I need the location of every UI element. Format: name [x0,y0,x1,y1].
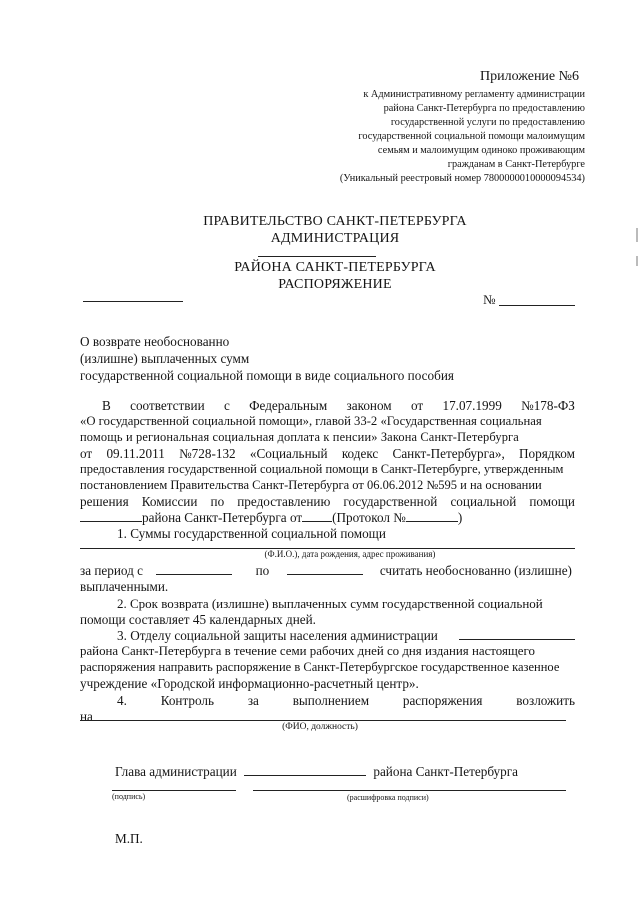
word: помощи [529,494,575,509]
header-administration: АДМИНИСТРАЦИЯ [270,231,400,246]
recipient-hint: (Ф.И.О.), дата рождения, адрес проживания) [264,549,436,559]
word: с [223,398,230,413]
word: В [102,398,111,413]
annex-line: государственной социальной помощи малоимущим [358,131,585,142]
word: Контроль [160,693,215,708]
word: Федеральным [249,398,328,413]
preamble-line-2: «О государственной социальной помощи», главой 33-2 «Государственная социальная [80,414,542,428]
word: государственной [343,494,438,509]
annex-registry-number: (Уникальный реестровый номер 7800000010000094534) [339,173,585,184]
header-order: РАСПОРЯЖЕНИЕ [278,277,392,292]
item-1: 1. Суммы государственной социальной помощи [117,526,386,541]
word: 09.11.2011 [106,446,165,461]
word: №178-ФЗ [521,398,575,413]
period-from-label: за период с [80,563,143,578]
signature-decode-hint: (расшифровка подписи) [347,793,429,802]
word: решения [80,494,129,509]
number-field[interactable] [499,305,575,306]
word: Санкт-Петербурга», [392,446,505,461]
preamble-line-4 [80,446,575,462]
period-from-field[interactable] [156,573,232,575]
word: «Социальный [249,446,328,461]
annex-line: района Санкт-Петербурга по предоставлению [383,103,585,114]
period-line-2: выплаченными. [80,579,169,594]
subject-line: О возврате необоснованно [80,334,230,349]
stamp-place: М.П. [115,831,143,846]
district-blank-line [258,256,376,257]
preamble-line-3: помощь и региональная социальная доплата к пенсии» Закона Санкт-Петербурга [80,430,519,444]
period-to-field[interactable] [287,573,363,575]
word: от [410,398,424,413]
responsible-hint: (ФИО, должность) [282,722,358,732]
protocol-close: ) [457,510,463,525]
word: распоряжения [402,693,483,708]
annex-line: гражданам в Санкт-Петербурге [447,159,585,170]
word: законом [346,398,392,413]
protocol-number-field[interactable] [406,520,458,522]
subject-line: государственной социальной помощи в виде социального пособия [80,368,454,383]
annex-title: Приложение №6 [480,69,579,84]
preamble-line-1 [102,398,575,414]
district-name-field[interactable] [80,520,142,522]
item-3-cont: учреждение «Городской информационно-расчетный центр». [80,676,419,691]
date-field[interactable] [83,301,183,302]
protocol-label: (Протокол № [332,510,406,525]
decision-date-field[interactable] [302,520,332,522]
word: возложить [516,693,575,708]
word: по [210,494,225,509]
signature-hint: (подпись) [112,792,146,801]
period-line [80,563,572,579]
item-4-na: на [80,709,93,724]
annex-line: к Административному регламенту администрации [363,89,585,100]
signature-line [115,764,518,780]
header-district: РАЙОНА САНКТ-ПЕТЕРБУРГА [234,260,436,275]
word: от [80,446,93,461]
header-government: ПРАВИТЕЛЬСТВО САНКТ-ПЕТЕРБУРГА [203,214,467,229]
item-2: 2. Срок возврата (излишне) выплаченных сумм государственной социальной [117,596,543,611]
period-result-label: считать необоснованно (излишне) [379,563,572,578]
word: 17.07.1999 [442,398,502,413]
preamble-line-8 [80,510,462,526]
item-2-cont: помощи составляет 45 календарных дней. [80,612,316,627]
signature-name-field[interactable] [244,774,366,776]
number-label: № [483,292,496,307]
district-label: района Санкт-Петербурга [373,764,518,779]
head-label: Глава администрации [115,764,237,779]
signature-decode-field[interactable] [253,790,566,791]
scan-edge-mark [636,256,638,266]
preamble-line-5: предоставления государственной социальной помощи в Санкт-Петербурге, утвержденным [80,462,564,476]
department-field[interactable] [459,638,575,640]
item-3-cont: района Санкт-Петербурга в течение семи рабочих дней со дня издания настоящего [80,644,535,658]
preamble-line-7 [80,494,575,510]
word: социальной [450,494,517,509]
annex-line: государственной услуги по предоставлению [390,117,585,128]
scan-edge-mark [636,228,638,242]
period-to-label: по [255,563,270,578]
item-3 [117,628,575,644]
word: кодекс [341,446,379,461]
item-3-cont: распоряжения направить распоряжение в Санкт-Петербургское государственное казенное [80,660,560,674]
preamble-line-6: постановлением Правительства Санкт-Петербурга от 06.06.2012 №595 и на основании [80,478,542,492]
word: предоставлению [237,494,331,509]
word: №728-132 [179,446,236,461]
word: соответствии [130,398,205,413]
district-date-label: района Санкт-Петербурга от [142,510,303,525]
item-4 [117,693,575,709]
subject-line: (излишне) выплаченных сумм [80,351,250,366]
annex-line: семьям и малоимущим одиноко проживающим [377,145,585,156]
word: выполнением [292,693,370,708]
word: Порядком [519,446,575,461]
word: Комиссии [141,494,198,509]
word: за [247,693,259,708]
item-3-label: 3. Отделу социальной защиты населения администрации [117,628,438,643]
signature-field[interactable] [112,790,236,791]
responsible-person-field[interactable] [80,720,566,721]
word: 4. [117,693,127,708]
